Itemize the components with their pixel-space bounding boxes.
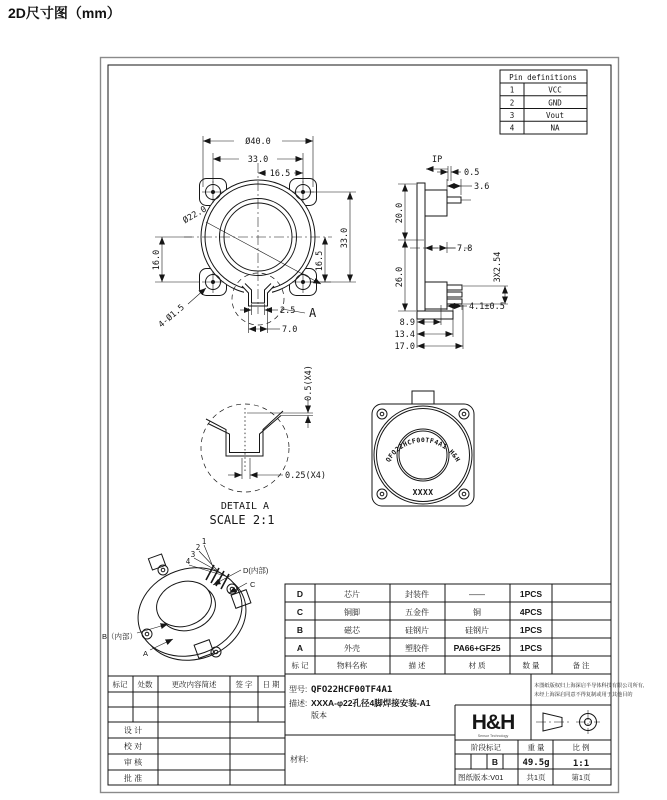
dim-block-w: 7.8 xyxy=(457,244,473,254)
dim-pin-len-top: 3.6 xyxy=(474,182,490,192)
pin-signal: GND xyxy=(548,98,562,108)
model-label: 型号: xyxy=(289,685,308,694)
bom-cell: C xyxy=(296,607,304,617)
scale-value: 1:1 xyxy=(572,759,590,769)
bom-cell: 磁芯 xyxy=(344,626,360,635)
rev-header: 签 字 xyxy=(235,680,253,689)
copyright-line1: 本图纸版权归上海深启半导体科技有限公司所有, xyxy=(534,683,645,689)
detail-a-view xyxy=(201,365,326,527)
rev-role: 设 计 xyxy=(123,726,143,735)
bom-cell: 铜脚 xyxy=(344,608,360,617)
dim-dia-hole: Ø22.0 xyxy=(181,204,209,226)
projection-symbol-icon xyxy=(536,710,600,734)
pin-number: 3 xyxy=(509,111,515,120)
side-view xyxy=(395,155,508,352)
bom-header: 备 注 xyxy=(572,661,590,670)
weight-label: 重 量 xyxy=(527,743,545,752)
bom-cell: 塑胶件 xyxy=(405,644,429,653)
bom-cell: 1PCS xyxy=(519,625,543,635)
dim-left-v: 16.0 xyxy=(152,249,162,271)
bom-header: 标 记 xyxy=(291,661,309,670)
bom-header: 描 述 xyxy=(408,661,426,670)
detail-title: DETAIL A xyxy=(220,501,270,512)
dim-right-span: 33.0 xyxy=(340,227,350,249)
iso-label-d: D(内部) xyxy=(243,566,269,575)
bom-cell: 外壳 xyxy=(344,644,360,653)
rev-role: 审 核 xyxy=(123,758,143,767)
pin-signal: VCC xyxy=(548,85,562,95)
iso-view xyxy=(102,537,269,675)
dim-detail-bottom: 0.25(X4) xyxy=(285,471,326,481)
detail-ref-label: A xyxy=(309,306,317,320)
page-title: 2D尺寸图（mm） xyxy=(8,5,121,21)
pin-signal: NA xyxy=(550,123,560,133)
title-block xyxy=(285,674,644,785)
bom-cell: 硅钢片 xyxy=(465,626,489,635)
pin1-mark-label: IP xyxy=(432,155,443,165)
dim-hole-half: 16.5 xyxy=(269,169,291,179)
rev-role: 校 对 xyxy=(123,742,143,751)
rev-role: 批 准 xyxy=(123,774,143,783)
bom-cell: D xyxy=(296,589,304,599)
dim-b3: 17.0 xyxy=(394,342,415,352)
revision-table xyxy=(108,676,285,785)
bom-cell: —— xyxy=(469,590,485,599)
iso-pin-4: 4 xyxy=(185,557,191,566)
iso-label-c: C xyxy=(250,580,256,589)
bom-cell: 1PCS xyxy=(519,589,543,599)
bom-cell: 4PCS xyxy=(519,607,543,617)
bom-cell: 五金件 xyxy=(405,608,429,617)
desc-value: XXXA-φ22孔径4脚焊接安装-A1 xyxy=(311,698,431,708)
front-view xyxy=(152,134,356,335)
dim-holes-span: 33.0 xyxy=(247,155,269,165)
iso-label-b: B（内部） xyxy=(102,632,138,641)
pin-number: 1 xyxy=(509,85,515,95)
bom-cell: PA66+GF25 xyxy=(453,643,501,653)
material-label: 材料: xyxy=(290,755,309,764)
copyright-line2: 未经上海深启同意不得复制或用于其他目的 xyxy=(534,692,633,698)
bom-cell: A xyxy=(296,643,304,653)
total-pages: 共1页 xyxy=(526,773,546,782)
groove-outline xyxy=(206,411,283,456)
bom-cell: 铜 xyxy=(473,608,481,617)
dim-upper-h: 20.0 xyxy=(395,202,405,224)
pin-table-title: Pin definitions xyxy=(509,73,577,82)
bom-cell: 芯片 xyxy=(344,590,360,599)
weight-value: 49.5g xyxy=(522,758,550,768)
dim-right-half: 16.5 xyxy=(315,250,325,272)
pin-definitions-table xyxy=(500,70,587,134)
body-profile xyxy=(417,183,425,311)
desc-label: 描述: xyxy=(289,699,308,708)
bom-cell: 硅钢片 xyxy=(405,626,429,635)
detail-scale: SCALE 2:1 xyxy=(209,513,275,527)
bom-header: 物料名称 xyxy=(337,661,367,670)
version-value: 图纸版本:V01 xyxy=(458,773,504,782)
part-marking: QFO22HCF00TF4A1 H&H xyxy=(384,436,462,464)
dim-pin-thick: 0.5 xyxy=(464,168,480,178)
dim-dia-outer: Ø40.0 xyxy=(245,137,271,147)
rev-header: 日 期 xyxy=(262,680,280,689)
bom-table xyxy=(285,584,611,674)
side-dimensions xyxy=(395,166,508,352)
stage-value: B xyxy=(491,757,499,767)
pin-number: 2 xyxy=(509,98,515,108)
bom-cell: 1PCS xyxy=(519,643,543,653)
dim-notch-inner: 2.5 xyxy=(280,306,296,316)
iso-pin-3: 3 xyxy=(190,550,196,559)
dim-lower-h: 26.0 xyxy=(395,266,405,288)
lot-code: XXXX xyxy=(412,488,434,497)
iso-pin-2: 2 xyxy=(195,543,201,552)
company-logo: H&H xyxy=(471,711,515,734)
rev-header: 更改内容简述 xyxy=(171,680,217,689)
bom-header: 材 质 xyxy=(468,661,486,670)
page-number: 第1页 xyxy=(571,773,591,782)
company-logo-sub: Sensor Technology xyxy=(477,734,509,738)
scale-label: 比 例 xyxy=(572,743,590,752)
dim-pitch: 3X2.54 xyxy=(493,251,503,283)
dim-b2: 13.4 xyxy=(394,330,415,340)
dim-pin-len: 4.1±0.5 xyxy=(469,302,505,312)
rev-header: 标记 xyxy=(112,680,128,689)
iso-label-a: A xyxy=(143,649,149,658)
face-view xyxy=(372,391,474,506)
dim-detail-top: 0.5(X4) xyxy=(304,365,314,401)
dim-holes-note: 4-Ø1.5 xyxy=(156,302,187,331)
bom-header: 数 量 xyxy=(522,661,540,670)
desc-line2: 版本 xyxy=(311,711,327,720)
stage-label: 阶段标记 xyxy=(471,743,501,752)
model-value: QFO22HCF00TF4A1 xyxy=(311,685,393,695)
bom-cell: 封装件 xyxy=(405,590,429,599)
pin-signal: Vout xyxy=(545,111,565,120)
rev-header: 处数 xyxy=(137,680,153,689)
bom-cell: B xyxy=(296,625,304,635)
pin-number: 4 xyxy=(509,123,515,133)
dim-notch-outer: 7.0 xyxy=(282,325,298,335)
dim-b1: 8.9 xyxy=(399,318,415,328)
iso-pin-1: 1 xyxy=(201,537,207,546)
